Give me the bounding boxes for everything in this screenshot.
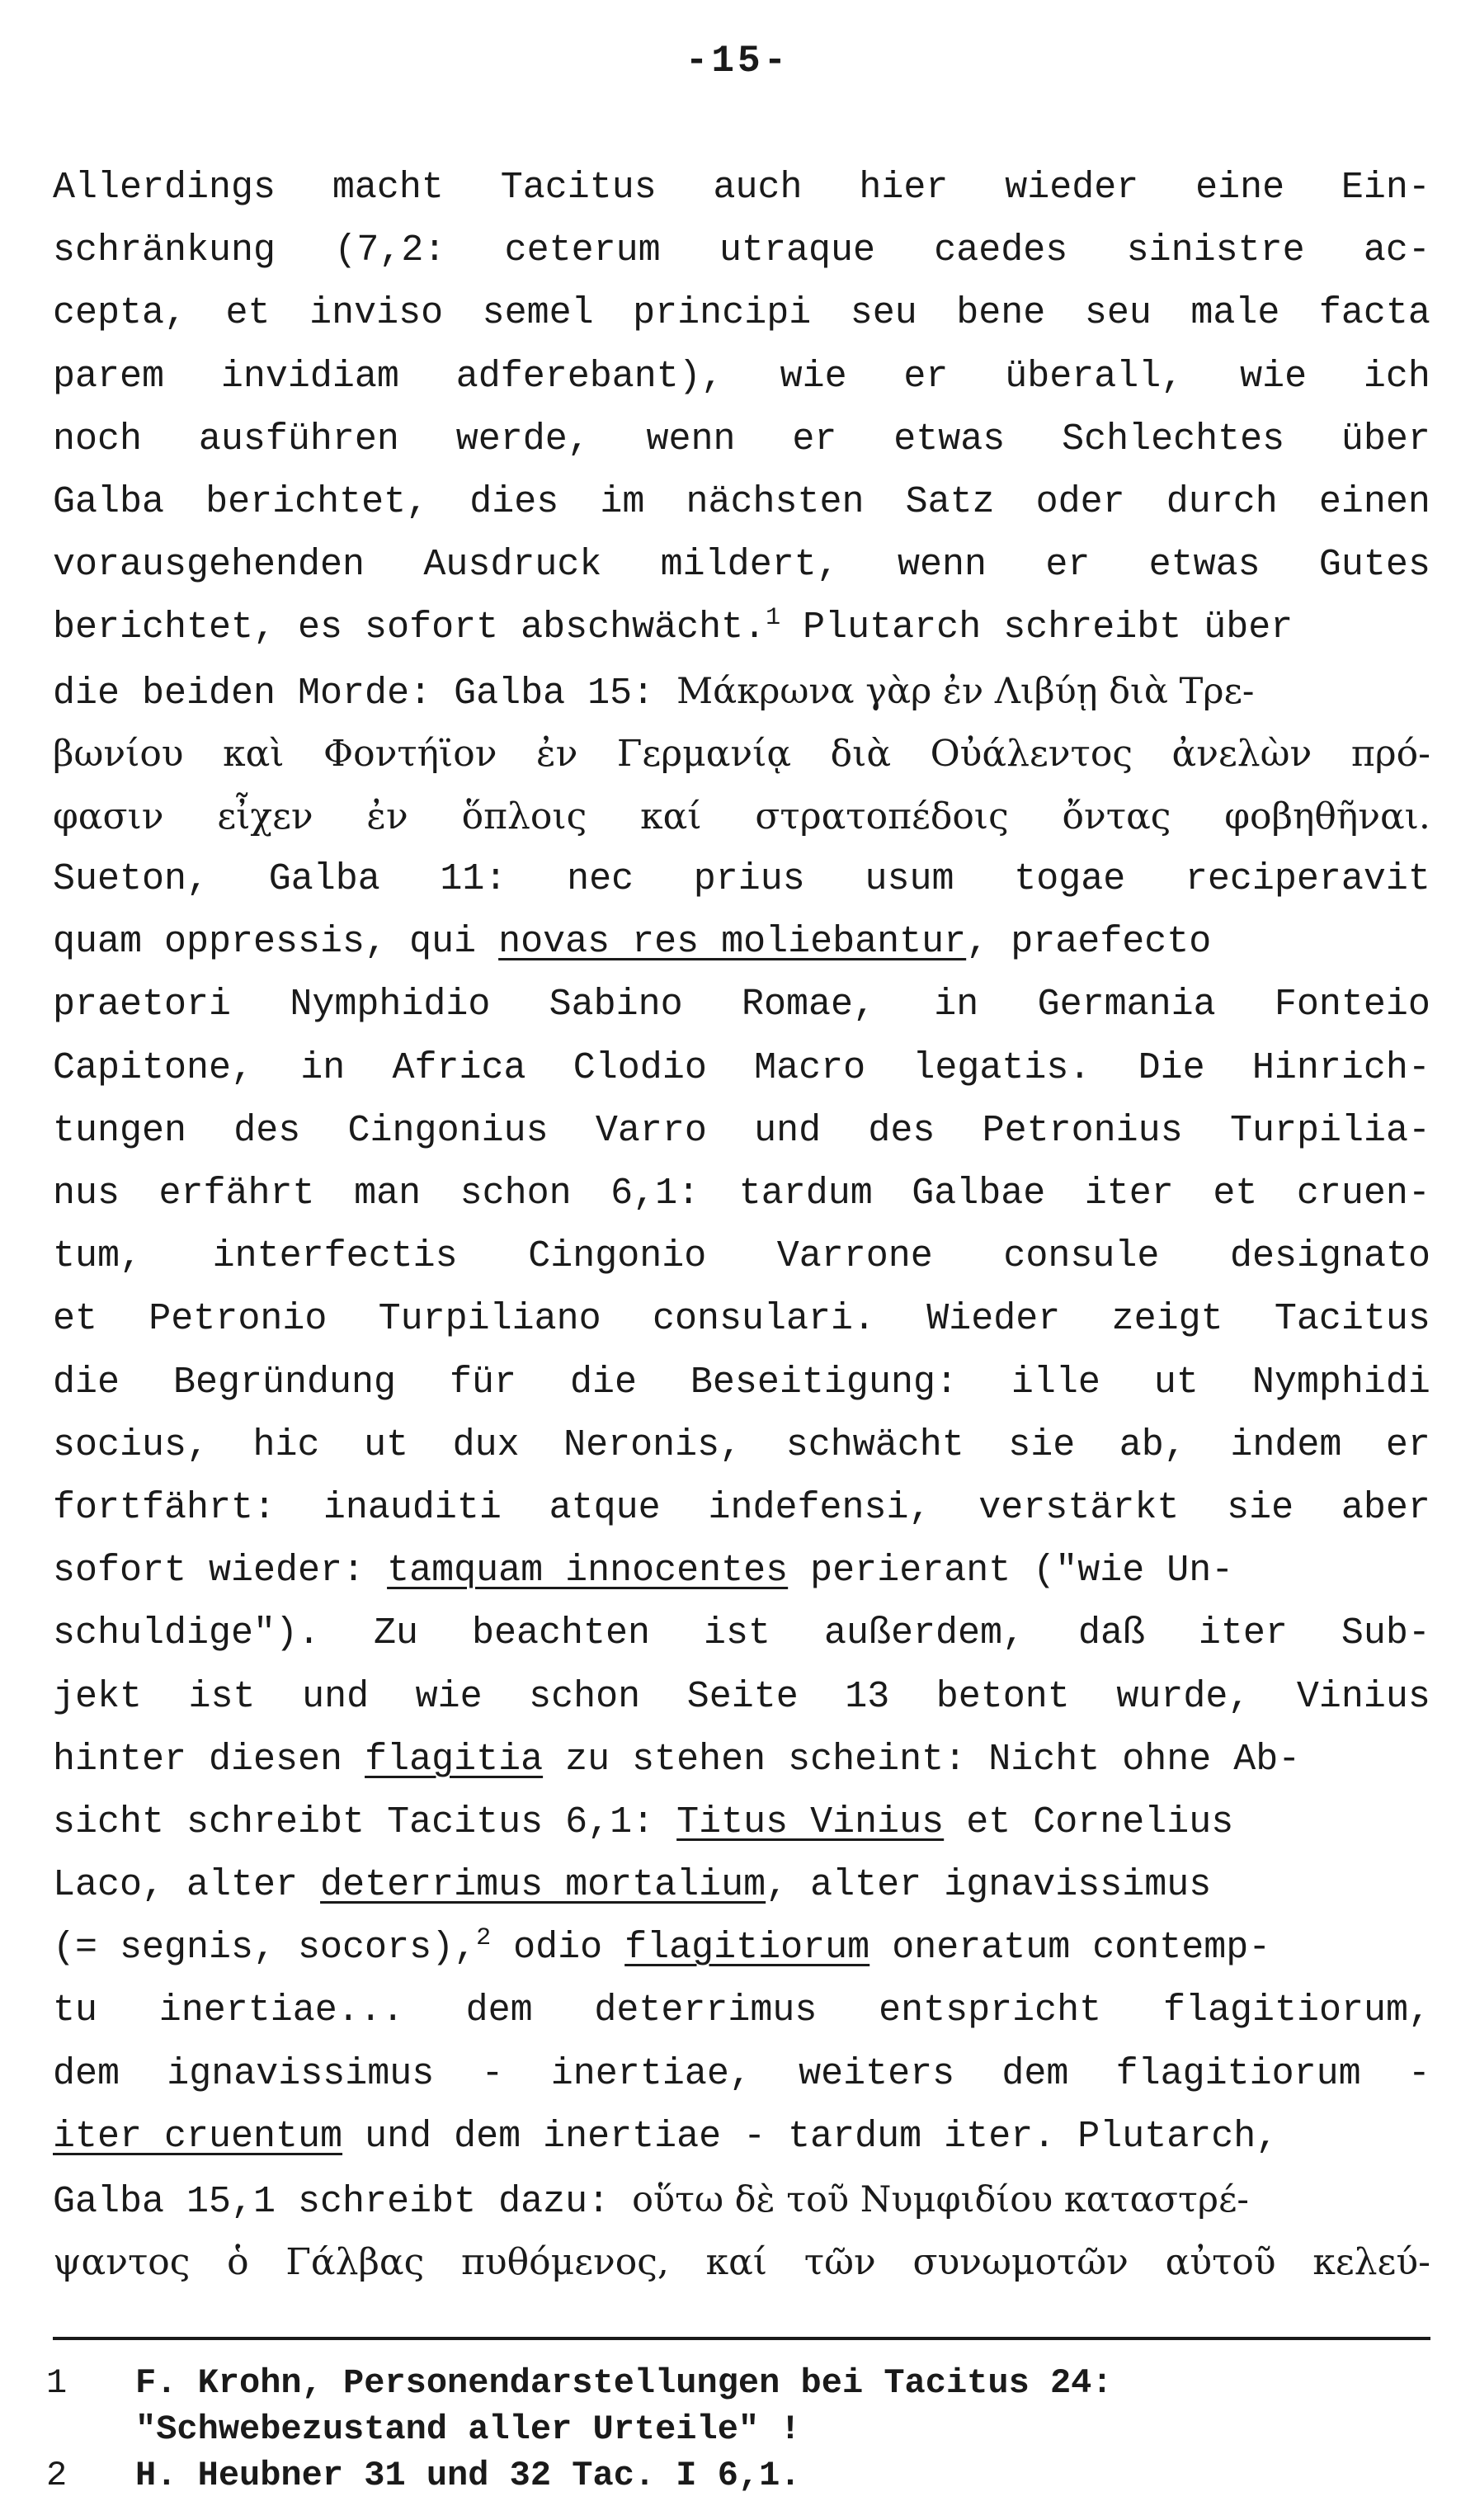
word: sinistre [1126,229,1305,272]
word: ignavissimus [167,2052,435,2095]
word: Germania [1037,984,1216,1026]
word: semel [482,292,594,335]
word: sie [1008,1423,1076,1466]
word: - [481,2052,504,2095]
text-segment: die beiden Morde: Galba 15: [53,672,677,715]
underlined-phrase: tamquam innocentes [387,1550,789,1593]
underlined-phrase: deterrimus mortalium [320,1864,766,1907]
word: male [1190,292,1280,335]
word: prius [693,858,805,901]
word: etwas [1148,544,1261,587]
word: weiters [799,2052,955,2095]
text-segment: , praefecto [966,921,1212,964]
text-line [53,219,1430,282]
word: ausführen [198,418,399,460]
footnote-text: F. Krohn, Personendarstellungen bei Tacitus 24: "Schwebezustand aller Urteile" ! [135,2363,1113,2449]
word: er [903,355,949,398]
word: Macro [754,1046,866,1089]
text-line [53,660,1430,723]
word: nächsten [686,480,865,523]
text-segment: perierant ("wie Un- [788,1550,1234,1593]
word: cepta, [53,292,187,335]
greek-word: τῶν [803,2241,876,2284]
word: im [600,480,645,523]
word: und [754,1109,822,1152]
word: er [1385,1423,1430,1466]
word: ac- [1363,229,1430,272]
underlined-phrase: flagitia [365,1738,544,1781]
underlined-phrase: Titus Vinius [676,1800,945,1843]
word: auch [713,167,803,209]
word: Nymphidio [290,984,491,1026]
word: dem [465,1989,533,2032]
word: designato [1229,1235,1430,1278]
word: wenn [646,418,736,460]
word: beachten [471,1612,651,1655]
word: macht [332,167,444,209]
word: die [569,1361,637,1404]
word: ut [364,1423,409,1466]
word: legatis. [912,1046,1091,1089]
text-line [53,1163,1430,1225]
text-line [53,1352,1430,1414]
word: Tacitus [1274,1298,1430,1341]
word: reciperavit [1185,858,1430,901]
word: Petronio [148,1298,328,1341]
word: togae [1014,858,1126,901]
word: des [233,1109,301,1152]
word: Sub- [1341,1612,1430,1655]
text-line [53,346,1430,408]
word: zeigt [1111,1298,1223,1341]
word: Petronius [982,1109,1183,1152]
word: entspricht [879,1989,1102,2032]
word: wie [415,1675,483,1718]
word: interfectis [212,1235,458,1278]
word: eine [1195,167,1285,209]
greek-word: ψαντος [53,2241,191,2284]
word: Galbae [912,1173,1046,1215]
word: Ausdruck [423,544,602,587]
text-segment: Laco, alter [53,1864,321,1907]
text-segment: Galba 15,1 schreibt dazu: [53,2181,633,2223]
word: werde, [455,418,590,460]
underlined-phrase: novas res moliebantur [498,921,967,964]
word: ut [1153,1361,1199,1404]
greek-word: αὐτοῦ [1165,2241,1276,2284]
word: Cingonio [528,1235,707,1278]
footnote [46,2360,1432,2452]
word: Beseitigung: [690,1361,958,1404]
text-line [53,974,1430,1036]
footnote-divider [53,2337,1430,2340]
word: Clodio [573,1046,707,1089]
text-line [53,1477,1430,1540]
greek-word: Γάλβας [285,2241,425,2284]
word: utraque [719,229,875,272]
text-line [53,1917,1430,1980]
text-line [53,2168,1430,2231]
word: praetori [53,984,232,1026]
word: nec [567,858,634,901]
word: consule [1003,1235,1160,1278]
word: 6,1: [610,1173,700,1215]
word: Varrone [776,1235,933,1278]
word: Turpiliano [378,1298,601,1341]
word: Schlechtes [1062,418,1285,460]
word: indefensi, [708,1486,931,1529]
word: tum, [53,1235,143,1278]
word: ille [1011,1361,1100,1404]
word: - [1407,2052,1430,2095]
word: schon [529,1675,641,1718]
word: hic [252,1423,320,1466]
text-segment: odio [491,1927,625,1970]
word: seu [1084,292,1152,335]
word: die [53,1361,120,1404]
word: dem [1001,2052,1069,2095]
word: Satz [905,480,995,523]
word: ceterum [504,229,661,272]
word: wieder [1005,167,1139,209]
word: et [1213,1173,1258,1215]
word: Gutes [1318,544,1430,587]
greek-word: Φοντήϊον [323,732,497,775]
text-segment: (= segnis, socors), [53,1927,477,1970]
word: sie [1227,1486,1294,1529]
word: caedes [934,229,1068,272]
text-line [53,2043,1430,2106]
text-segment: zu stehen scheint: Nicht ohne Ab- [543,1738,1301,1781]
word: schuldige"). [53,1612,321,1655]
word: deterrimus [594,1989,818,2032]
word: Allerdings [53,167,276,209]
word: Hinrich- [1251,1046,1430,1089]
greek-word: Οὐάλεντος [930,732,1133,775]
footnotes [46,2360,1432,2499]
text-segment: quam oppressis, qui [53,921,499,964]
word: jekt [53,1675,143,1718]
word: flagitiorum [1115,2052,1361,2095]
text-segment: und dem inertiae - tardum iter. Plutarch, [342,2115,1279,2158]
word: parem [53,355,165,398]
word: 13 [845,1675,890,1718]
text-line [53,282,1430,345]
text-line [53,848,1430,911]
text-line [53,1414,1430,1477]
text-segment: hinter diesen [53,1738,365,1781]
text-line [53,1100,1430,1163]
word: seu [850,292,917,335]
footnote [46,2452,1432,2499]
text-line [53,1540,1430,1602]
text-line [53,723,1430,786]
word: betont [935,1675,1070,1718]
text-line [53,408,1430,471]
word: tu [53,1989,98,2032]
greek-word: ὄντας [1062,795,1171,838]
greek-word: ἐν [366,795,408,838]
greek-word: βωνίου [53,732,184,775]
text-segment: oneratum contemp- [869,1927,1271,1970]
word: wenn [898,544,987,587]
text-line [53,1666,1430,1729]
word: schränkung [53,229,276,272]
word: ist [703,1612,770,1655]
text-line [53,1288,1430,1351]
word: (7,2: [334,229,446,272]
word: inviso [309,292,444,335]
word: Nymphidi [1251,1361,1430,1404]
word: und [302,1675,370,1718]
greek-word: πρό- [1350,732,1430,775]
footnote-marker: 1 [766,604,781,633]
word: indem [1230,1423,1342,1466]
text-line [53,1602,1430,1665]
greek-word: φασιν [53,795,164,838]
greek-word: κελεύ- [1312,2241,1430,2284]
word: inertiae... [158,1989,404,2032]
text-segment: sofort wieder: [53,1550,388,1593]
word: ich [1363,355,1430,398]
word: daß [1077,1612,1145,1655]
word: bene [956,292,1046,335]
word: Neronis, [563,1423,742,1466]
text-line [53,911,1430,974]
greek-word: διὰ [830,732,892,775]
word: invidiam [220,355,399,398]
footnote-text: H. Heubner 31 und 32 Tac. I 6,1. [135,2456,801,2495]
word: facta [1318,292,1430,335]
word: et [53,1298,98,1341]
text-line [53,471,1430,534]
text-line [53,597,1430,659]
word: oder [1035,480,1125,523]
word: durch [1166,480,1278,523]
text-line [53,786,1430,848]
greek-word: πυθόμενος, [460,2241,669,2284]
word: außerdem, [823,1612,1025,1655]
word: cruen- [1296,1173,1430,1215]
word: des [868,1109,935,1152]
word: über [1341,418,1430,460]
word: mildert, [660,544,839,587]
word: tungen [53,1109,187,1152]
word: er [1045,544,1091,587]
word: dux [452,1423,520,1466]
word: atque [549,1486,661,1529]
greek-word: στρατοπέδοις [755,795,1009,838]
underlined-phrase: flagitiorum [624,1927,870,1970]
page-number: -15- [685,40,790,83]
footnote-number: 1 [46,2363,68,2403]
body-text [53,157,1430,2294]
greek-quote: Μάκρωνα γὰρ ἐν Λιβύῃ διὰ Τρε- [676,670,1255,712]
word: ab, [1119,1423,1186,1466]
word: aber [1341,1486,1430,1529]
text-line [53,157,1430,219]
footnote-number: 2 [46,2456,68,2495]
word: vorausgehenden [53,544,365,587]
word: Die [1138,1046,1205,1089]
word: wurde, [1116,1675,1251,1718]
word: schon [459,1173,572,1215]
word: Vinius [1296,1675,1430,1718]
greek-word: συνωμοτῶν [912,2241,1129,2284]
greek-word: ἀνελὼν [1171,732,1312,775]
text-line [53,1980,1430,2042]
text-line [53,1854,1430,1917]
word: principi [633,292,812,335]
word: Romae, [741,984,875,1026]
word: wie [1240,355,1308,398]
word: 11: [440,858,507,901]
word: Wieder [926,1298,1061,1341]
greek-word: καί [705,2241,768,2284]
underlined-phrase: iter cruentum [53,2115,343,2158]
word: verstärkt [978,1486,1180,1529]
text-segment: berichtet, es sofort abschwächt. [53,606,766,649]
word: berichtet, [205,480,429,523]
word: et [225,292,271,335]
word: Tacitus [500,167,657,209]
word: inauditi [323,1486,502,1529]
greek-word: καί [640,795,702,838]
word: Zu [374,1612,419,1655]
text-line [53,534,1430,597]
word: er [792,418,837,460]
word: in [934,984,979,1026]
word: überall, [1005,355,1184,398]
word: für [449,1361,516,1404]
word: Galba [53,480,165,523]
word: flagitiorum, [1162,1989,1430,2032]
word: Begründung [172,1361,397,1404]
word: Africa [392,1046,526,1089]
word: Fonteio [1274,984,1430,1026]
word: Turpilia- [1229,1109,1430,1152]
text-line [53,2231,1430,2294]
text-segment: et Cornelius [944,1800,1234,1843]
word: in [300,1046,346,1089]
greek-word: φοβηθῆναι. [1224,795,1430,838]
text-segment: Plutarch schreibt über [780,606,1294,649]
word: Capitone, [53,1046,254,1089]
word: noch [53,418,143,460]
word: Cingonius [347,1109,549,1152]
text-line [53,1729,1430,1791]
word: hier [859,167,949,209]
word: consulari. [652,1298,875,1341]
word: wie [780,355,847,398]
word: adferebant), [455,355,723,398]
word: tardum [738,1173,873,1215]
word: nus [53,1173,120,1215]
greek-word: ὅπλοις [461,795,587,838]
greek-word: ὁ [227,2241,249,2284]
greek-word: Γερμανίᾳ [616,732,792,775]
word: man [354,1173,422,1215]
word: Galba [268,858,380,901]
text-segment: sicht schreibt Tacitus 6,1: [53,1800,677,1843]
text-line [53,1225,1430,1288]
word: iter [1198,1612,1288,1655]
word: dies [469,480,559,523]
word: Sabino [549,984,683,1026]
word: erfährt [158,1173,315,1215]
word: fortfährt: [53,1486,276,1529]
word: usum [865,858,954,901]
word: Varro [595,1109,707,1152]
word: socius, [53,1423,210,1466]
word: Ein- [1341,167,1430,209]
word: dem [53,2052,120,2095]
word: einen [1318,480,1430,523]
text-line [53,1791,1430,1854]
greek-word: εἶχεν [217,795,313,838]
greek-word: καὶ [223,732,285,775]
text-segment: , alter ignavissimus [766,1864,1212,1907]
word: schwächt [785,1423,964,1466]
footnote-marker: 2 [476,1924,492,1953]
greek-quote: οὕτω δὲ τοῦ Νυμφιδίου καταστρέ- [632,2179,1249,2220]
word: etwas [893,418,1006,460]
word: Seite [686,1675,799,1718]
word: inertiae, [550,2052,752,2095]
word: iter [1084,1173,1174,1215]
text-line [53,1037,1430,1100]
text-line [53,2106,1430,2168]
word: ist [188,1675,256,1718]
word: Sueton, [53,858,210,901]
greek-word: ἐν [536,732,578,775]
